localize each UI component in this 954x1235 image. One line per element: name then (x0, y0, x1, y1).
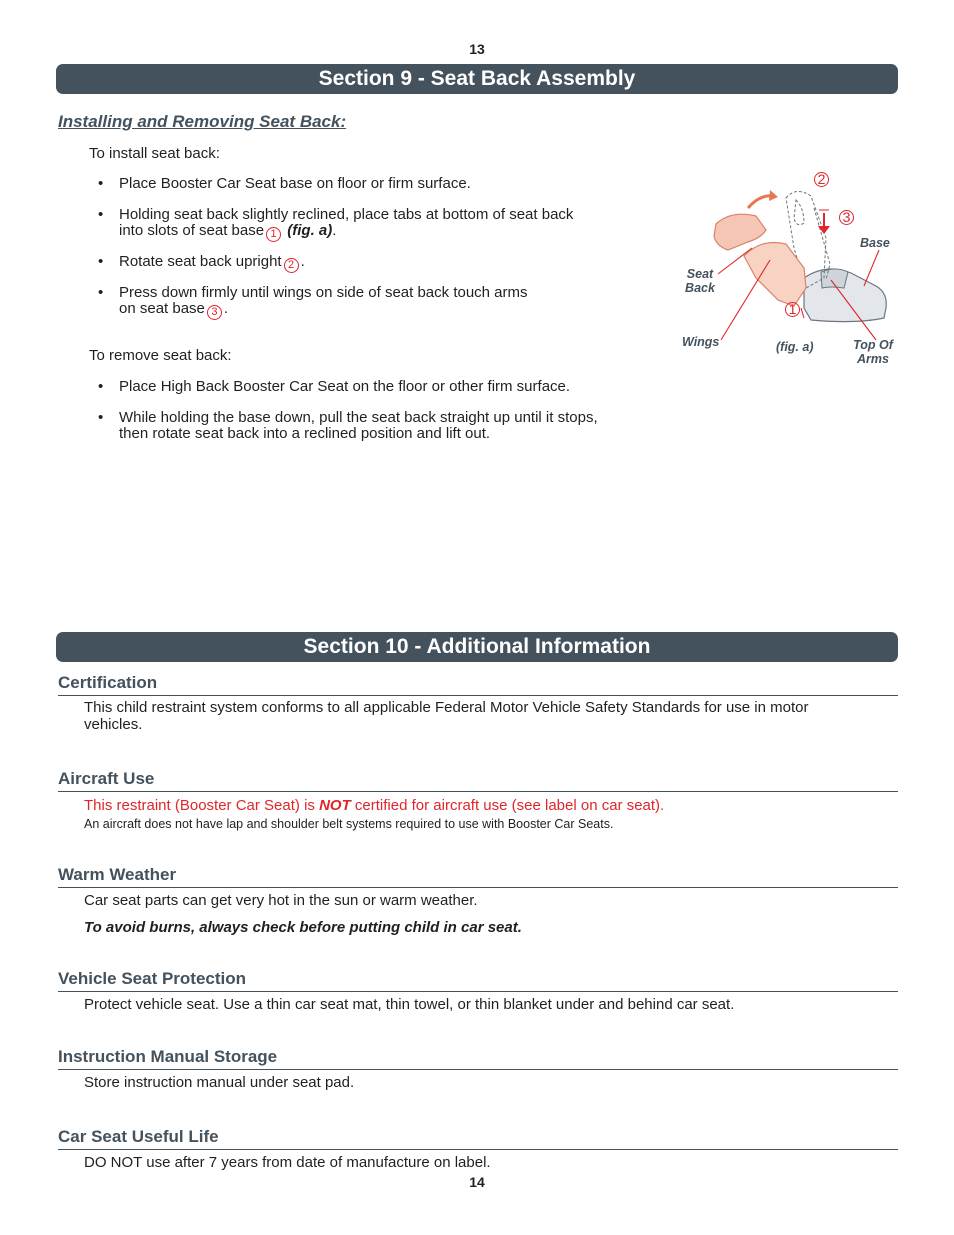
install-step-4-text (119, 285, 639, 320)
aircraft-note: An aircraft does not have lap and shoulder belt systems required to use with Booster Car Seats. (84, 817, 614, 831)
warm-weather-heading: Warm Weather (58, 865, 898, 888)
remove-step-2-line-a: While holding the base down, pull the seat back straight up until it stops, (119, 409, 598, 426)
installing-removing-heading: Installing and Removing Seat Back: (58, 112, 347, 131)
install-step-1-text: Place Booster Car Seat base on floor or firm surface. (119, 175, 471, 192)
instruction-manual-storage-heading: Instruction Manual Storage (58, 1047, 898, 1070)
period: . (332, 222, 337, 239)
aircraft-warning (84, 797, 884, 814)
vehicle-seat-protection-text: Protect vehicle seat. Use a thin car seat mat, thin towel, or thin blanket under and behind car seat. (84, 996, 735, 1013)
install-step-2-line-a: Holding seat back slightly reclined, place tabs at bottom of seat back (119, 206, 574, 223)
aircraft-warning-b: certified for aircraft use (see label on car seat). (350, 797, 665, 814)
label-top-of-arms-line-2: Arms (857, 352, 889, 366)
label-seat-back-line-1: Seat (686, 267, 714, 281)
aircraft-warning-a: This restraint (Booster Car Seat) is (84, 797, 320, 814)
remove-intro: To remove seat back: (89, 347, 232, 364)
label-wings: Wings (682, 335, 720, 349)
bullet: • (98, 175, 104, 192)
vehicle-seat-protection-heading: Vehicle Seat Protection (58, 969, 898, 992)
remove-step-1-text: Place High Back Booster Car Seat on the floor or other firm surface. (119, 378, 571, 395)
step-number-1: 1 (266, 227, 281, 242)
install-step-2-line-b: into slots of seat base (119, 222, 265, 239)
label-seat-back-line-2: Back (685, 281, 715, 295)
install-step-4-line-b: on seat base (119, 300, 205, 317)
warm-weather-warning: To avoid burns, always check before putting child in car seat. (84, 919, 522, 936)
warm-weather-text: Car seat parts can get very hot in the sun or warm weather. (84, 892, 478, 909)
step-number-3: 3 (207, 305, 222, 320)
fig-reference: (fig. a) (287, 222, 333, 239)
install-step-3-line: Rotate seat back upright (119, 253, 282, 270)
bullet: • (98, 206, 104, 223)
aircraft-use-heading: Aircraft Use (58, 769, 898, 792)
certification-line-2: vehicles. (84, 716, 143, 733)
bullet: • (98, 284, 104, 301)
label-fig-a: (fig. a) (776, 340, 814, 354)
section-10-banner: Section 10 - Additional Information (56, 632, 898, 662)
install-step-4-line-a: Press down firmly until wings on side of seat back touch arms (119, 284, 528, 301)
certification-heading: Certification (58, 673, 898, 696)
page-number-bottom: 14 (469, 1174, 485, 1190)
step-number-2: 2 (284, 258, 299, 273)
figure-number-1: 1 (785, 302, 800, 317)
bullet: • (98, 409, 104, 426)
seat-back-assembly-figure (676, 168, 906, 373)
certification-text (84, 699, 884, 733)
label-seat-back (680, 267, 720, 295)
period: . (223, 300, 229, 317)
install-step-3-text (119, 254, 639, 273)
bullet: • (98, 378, 104, 395)
aircraft-not: NOT (319, 797, 351, 814)
label-top-of-arms (848, 338, 898, 366)
remove-step-2-line-b: then rotate seat back into a reclined position and lift out. (119, 425, 491, 442)
label-base: Base (860, 236, 890, 250)
install-intro: To install seat back: (89, 145, 220, 162)
period: . (300, 253, 305, 270)
install-step-2-text (119, 207, 639, 242)
car-seat-useful-life-text: DO NOT use after 7 years from date of manufacture on label. (84, 1154, 491, 1171)
section-9-banner: Section 9 - Seat Back Assembly (56, 64, 898, 94)
figure-number-3: 3 (839, 210, 854, 225)
instruction-manual-storage-text: Store instruction manual under seat pad. (84, 1074, 355, 1091)
page-number-top: 13 (469, 41, 485, 57)
certification-line-1: This child restraint system conforms to all applicable Federal Motor Vehicle Safety Standards for use in motor (84, 699, 809, 716)
car-seat-useful-life-heading: Car Seat Useful Life (58, 1127, 898, 1150)
bullet: • (98, 253, 104, 270)
label-top-of-arms-line-1: Top Of (853, 338, 893, 352)
figure-number-2: 2 (814, 172, 829, 187)
remove-step-2-text (119, 410, 639, 442)
